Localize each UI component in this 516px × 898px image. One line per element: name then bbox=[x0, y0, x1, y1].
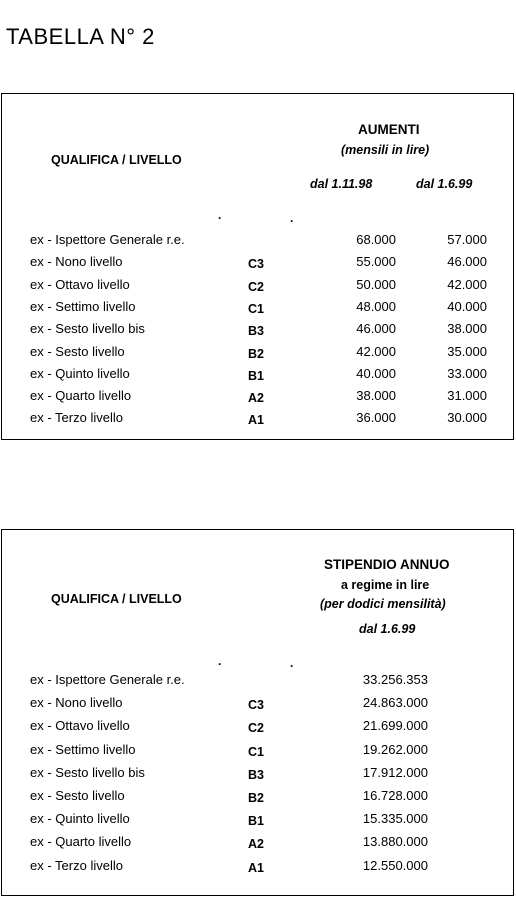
group-header: STIPENDIO ANNUO bbox=[324, 557, 450, 572]
row-name: ex - Quarto livello bbox=[30, 834, 132, 850]
dot-marker: . bbox=[218, 208, 222, 222]
table-row bbox=[2, 254, 513, 276]
row-value-1: 48.000 bbox=[356, 298, 396, 314]
table-row bbox=[2, 858, 513, 880]
row-value-2: 38.000 bbox=[447, 321, 487, 337]
row-code: C1 bbox=[248, 301, 264, 316]
row-value-2: 33.000 bbox=[447, 365, 487, 381]
table-row bbox=[2, 695, 513, 717]
table-row bbox=[2, 321, 513, 343]
row-code: C2 bbox=[248, 721, 264, 736]
row-name: ex - Ottavo livello bbox=[30, 276, 130, 292]
row-value: 21.699.000 bbox=[362, 718, 428, 734]
row-value: 16.728.000 bbox=[362, 788, 428, 803]
table-row bbox=[2, 765, 513, 787]
row-name: ex - Nono livello bbox=[30, 695, 123, 711]
row-name: ex - Quinto livello bbox=[30, 811, 130, 827]
row-name: ex - Sesto livello bbox=[30, 788, 125, 803]
row-name: ex - Quinto livello bbox=[30, 365, 130, 381]
page-title: TABELLA N° 2 bbox=[6, 24, 155, 49]
row-value-1: 46.000 bbox=[356, 321, 396, 337]
row-code: C3 bbox=[248, 257, 264, 272]
row-name: ex - Quarto livello bbox=[30, 388, 132, 404]
group-header: AUMENTI bbox=[358, 122, 420, 137]
row-value-1: 38.000 bbox=[356, 388, 396, 404]
table-row bbox=[2, 834, 513, 856]
row-value: 24.863.000 bbox=[362, 695, 428, 711]
row-code: B3 bbox=[248, 324, 264, 339]
row-code: A1 bbox=[248, 860, 264, 875]
row-value-1: 50.000 bbox=[356, 276, 396, 292]
qualifica-header: QUALIFICA / LIVELLO bbox=[51, 592, 182, 606]
row-value-1: 42.000 bbox=[356, 343, 396, 359]
row-name: ex - Terzo livello bbox=[30, 857, 123, 873]
col2-header: dal 1.6.99 bbox=[416, 177, 473, 191]
row-code: B2 bbox=[248, 791, 264, 805]
row-value-2: 31.000 bbox=[447, 388, 487, 404]
row-code: B2 bbox=[248, 346, 264, 361]
group-subheader: a regime in lire bbox=[341, 578, 430, 592]
row-code: B1 bbox=[248, 814, 264, 829]
row-code: A2 bbox=[248, 837, 264, 852]
row-name: ex - Terzo livello bbox=[30, 410, 123, 426]
row-value-1: 55.000 bbox=[356, 254, 396, 270]
table-row bbox=[2, 232, 513, 254]
table-row bbox=[2, 672, 513, 694]
row-code: C3 bbox=[248, 698, 264, 713]
row-value-2: 57.000 bbox=[447, 232, 487, 247]
row-value: 17.912.000 bbox=[362, 764, 428, 780]
row-name: ex - Settimo livello bbox=[30, 741, 136, 757]
row-value-1: 68.000 bbox=[356, 232, 396, 247]
row-code: B3 bbox=[248, 767, 264, 782]
table-row bbox=[2, 344, 513, 366]
row-value-2: 35.000 bbox=[447, 343, 487, 359]
row-value: 19.262.000 bbox=[362, 741, 428, 757]
row-name: ex - Settimo livello bbox=[30, 298, 136, 314]
col1-header: dal 1.11.98 bbox=[310, 177, 373, 191]
dot-marker: . bbox=[290, 656, 294, 670]
row-name: ex - Ispettore Generale r.e. bbox=[30, 672, 185, 687]
group-subheader: (mensili in lire) bbox=[341, 143, 430, 157]
row-value-1: 40.000 bbox=[356, 365, 396, 381]
dot-marker: . bbox=[290, 211, 294, 225]
table-row bbox=[2, 742, 513, 764]
dot-marker: . bbox=[218, 654, 222, 668]
row-value-2: 40.000 bbox=[447, 298, 487, 314]
table-row bbox=[2, 718, 513, 740]
row-code: C1 bbox=[248, 744, 264, 759]
row-name: ex - Sesto livello bbox=[30, 343, 125, 359]
row-name: ex - Sesto livello bis bbox=[30, 321, 145, 337]
row-name: ex - Sesto livello bis bbox=[30, 764, 145, 780]
row-code: C2 bbox=[248, 279, 264, 294]
row-value-2: 42.000 bbox=[447, 276, 487, 292]
row-code: A1 bbox=[248, 413, 264, 428]
row-value: 15.335.000 bbox=[362, 811, 428, 827]
row-value-2: 30.000 bbox=[447, 410, 487, 426]
table-row bbox=[2, 788, 513, 810]
table-row bbox=[2, 277, 513, 299]
group-subheader-note: (per dodici mensilità) bbox=[320, 597, 446, 611]
table-row bbox=[2, 299, 513, 321]
col-header: dal 1.6.99 bbox=[359, 622, 416, 636]
row-code: A2 bbox=[248, 391, 264, 406]
row-value: 33.256.353 bbox=[362, 672, 428, 687]
row-code: B1 bbox=[248, 368, 264, 383]
table-row bbox=[2, 811, 513, 833]
row-value: 12.550.000 bbox=[362, 857, 428, 873]
table-row bbox=[2, 366, 513, 388]
row-name: ex - Ottavo livello bbox=[30, 718, 130, 734]
row-name: ex - Nono livello bbox=[30, 254, 123, 270]
row-value: 13.880.000 bbox=[362, 834, 428, 850]
row-value-2: 46.000 bbox=[447, 254, 487, 270]
table-row bbox=[2, 410, 513, 432]
salary-table bbox=[1, 529, 514, 896]
qualifica-header: QUALIFICA / LIVELLO bbox=[51, 153, 182, 167]
row-name: ex - Ispettore Generale r.e. bbox=[30, 232, 185, 247]
table-row bbox=[2, 388, 513, 410]
raises-table bbox=[1, 93, 514, 440]
row-value-1: 36.000 bbox=[356, 410, 396, 426]
